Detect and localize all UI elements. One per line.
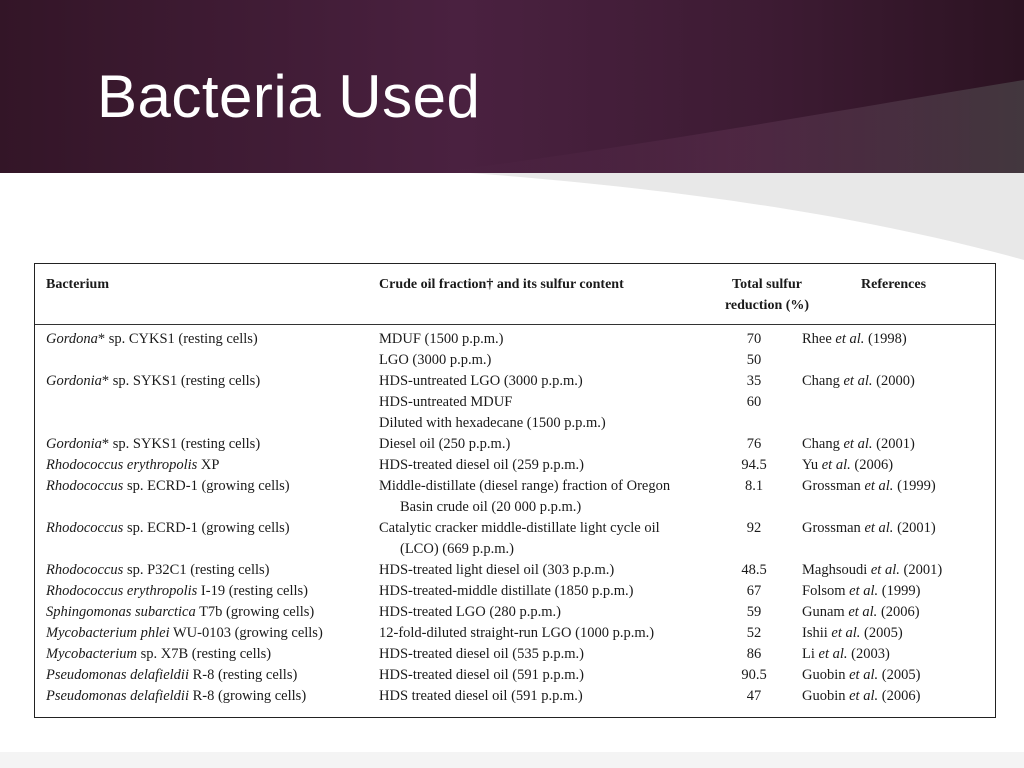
- table-row: [35, 476, 995, 497]
- fraction-text: LGO (3000 p.p.m.): [379, 352, 492, 368]
- cell-reference: [784, 371, 915, 392]
- cell-bacterium: [35, 455, 368, 476]
- header-references: References: [861, 277, 927, 292]
- reference-author: Yu: [802, 457, 819, 473]
- table-row: [35, 497, 995, 518]
- cell-reference: [784, 329, 907, 350]
- reference-et-al: et al.: [864, 478, 894, 494]
- fraction-text: (LCO) (669 p.p.m.): [400, 541, 514, 557]
- cell-reduction: 92: [746, 520, 762, 536]
- table-row: [35, 434, 995, 455]
- header-reduction: [717, 274, 817, 316]
- cell-fraction: [368, 350, 724, 371]
- reference-author: Grossman: [802, 520, 861, 536]
- table-row: [35, 560, 995, 581]
- cell-reduction: 48.5: [741, 562, 767, 578]
- bacterium-strain: * sp. CYKS1 (resting cells): [97, 331, 258, 347]
- cell-reference: [784, 644, 890, 665]
- cell-bacterium: [35, 686, 368, 707]
- table-row: [35, 623, 995, 644]
- fraction-text: 12-fold-diluted straight-run LGO (1000 p.p.m.): [379, 625, 655, 641]
- reference-year: (2005): [881, 667, 921, 683]
- cell-reduction: 67: [746, 583, 762, 599]
- reference-et-al: et al.: [843, 436, 873, 452]
- fraction-text: HDS-treated diesel oil (259 p.p.m.): [379, 457, 584, 473]
- cell-fraction: [368, 518, 724, 539]
- fraction-text: Basin crude oil (20 000 p.p.m.): [400, 499, 582, 515]
- bacterium-strain: XP: [197, 457, 220, 473]
- fraction-text: HDS-untreated MDUF: [379, 394, 513, 410]
- cell-bacterium: [35, 602, 368, 623]
- header-reduction-line1: Total sulfur: [732, 277, 802, 292]
- cell-bacterium: [35, 476, 368, 497]
- cell-reduction: 59: [746, 604, 762, 620]
- bacterium-genus: Gordonia: [46, 373, 102, 389]
- reference-year: (2000): [876, 373, 915, 389]
- reference-et-al: et al.: [831, 625, 861, 641]
- bacterium-strain: T7b (growing cells): [195, 604, 315, 620]
- bacterium-genus: Gordonia: [46, 436, 102, 452]
- reference-year: (2006): [881, 688, 921, 704]
- table-row: [35, 455, 995, 476]
- fraction-text: HDS-treated LGO (280 p.p.m.): [379, 604, 562, 620]
- fraction-text: Catalytic cracker middle-distillate light cycle oil: [379, 520, 660, 536]
- reference-author: Folsom: [802, 583, 846, 599]
- cell-fraction: [368, 602, 724, 623]
- table-row: [35, 665, 995, 686]
- white-swoosh-decoration: [0, 150, 1024, 270]
- table-row: [35, 644, 995, 665]
- reference-et-al: et al.: [864, 520, 894, 536]
- bacterium-genus: Pseudomonas delafieldii: [46, 688, 189, 704]
- cell-bacterium: [35, 497, 368, 518]
- table-row: [35, 350, 995, 371]
- bacteria-table: [34, 263, 996, 718]
- cell-reduction: 86: [746, 646, 762, 662]
- reference-year: (2005): [864, 625, 903, 641]
- table-header: [35, 264, 995, 325]
- cell-fraction: [368, 644, 724, 665]
- reference-year: (2001): [876, 436, 915, 452]
- reference-et-al: et al.: [849, 688, 879, 704]
- cell-reference: [784, 455, 893, 476]
- bacterium-genus: Pseudomonas delafieldii: [46, 667, 189, 683]
- bacterium-genus: Rhodococcus: [46, 562, 124, 578]
- cell-bacterium: [35, 623, 368, 644]
- cell-reduction: 50: [746, 352, 762, 368]
- bacterium-strain: sp. P32C1 (resting cells): [123, 562, 270, 578]
- cell-reduction: [724, 539, 784, 560]
- bacterium-genus: Mycobacterium: [46, 646, 137, 662]
- reference-author: Chang: [802, 436, 840, 452]
- cell-reference: [784, 413, 802, 434]
- cell-fraction: [368, 434, 724, 455]
- cell-fraction: [368, 497, 724, 518]
- reference-author: Maghsoudi: [802, 562, 868, 578]
- cell-bacterium: [35, 392, 368, 413]
- cell-fraction: [368, 413, 724, 434]
- cell-fraction: [368, 329, 724, 350]
- reference-et-al: et al.: [835, 331, 865, 347]
- bacterium-strain: * sp. SYKS1 (resting cells): [101, 436, 261, 452]
- reference-et-al: et al.: [870, 562, 900, 578]
- reference-author: Guobin: [802, 688, 846, 704]
- reference-year: (2003): [851, 646, 890, 662]
- cell-reduction: 52: [746, 625, 762, 641]
- reference-author: Ishii: [802, 625, 828, 641]
- reference-author: Grossman: [802, 478, 861, 494]
- table-row: [35, 371, 995, 392]
- cell-reference: [784, 560, 942, 581]
- reference-et-al: et al.: [849, 667, 879, 683]
- table-body: [35, 329, 995, 707]
- cell-reference: [784, 581, 920, 602]
- table-row: [35, 518, 995, 539]
- reference-et-al: et al.: [849, 583, 879, 599]
- table-row: [35, 581, 995, 602]
- cell-reference: [784, 476, 936, 497]
- reference-author: Li: [802, 646, 815, 662]
- reference-year: (1998): [868, 331, 907, 347]
- cell-bacterium: [35, 539, 368, 560]
- fraction-text: HDS-treated diesel oil (535 p.p.m.): [379, 646, 584, 662]
- reference-year: (2001): [903, 562, 943, 578]
- bacterium-genus: Rhodococcus: [46, 520, 124, 536]
- reference-et-al: et al.: [818, 646, 848, 662]
- cell-reference: [784, 350, 802, 371]
- table-row: [35, 329, 995, 350]
- cell-bacterium: [35, 434, 368, 455]
- bacterium-strain: R-8 (growing cells): [188, 688, 307, 704]
- cell-reduction: [724, 497, 784, 518]
- cell-fraction: [368, 476, 724, 497]
- cell-reduction: 47: [746, 688, 762, 704]
- cell-bacterium: [35, 413, 368, 434]
- cell-reference: [784, 497, 802, 518]
- cell-fraction: [368, 560, 724, 581]
- fraction-text: Diluted with hexadecane (1500 p.p.m.): [379, 415, 606, 431]
- table-row: [35, 602, 995, 623]
- reference-year: (2001): [897, 520, 936, 536]
- bacterium-strain: sp. X7B (resting cells): [137, 646, 272, 662]
- slide-footer-band: [0, 752, 1024, 768]
- bacterium-strain: WU-0103 (growing cells): [169, 625, 323, 641]
- cell-reduction: [724, 413, 784, 434]
- reference-year: (1999): [881, 583, 921, 599]
- cell-reference: [784, 686, 920, 707]
- fraction-text: Middle-distillate (diesel range) fraction of Oregon: [379, 478, 671, 494]
- table-row: [35, 539, 995, 560]
- cell-bacterium: [35, 350, 368, 371]
- bacterium-genus: Rhodococcus erythropolis: [46, 457, 198, 473]
- table-row: [35, 413, 995, 434]
- cell-bacterium: [35, 518, 368, 539]
- bacterium-strain: R-8 (resting cells): [188, 667, 298, 683]
- bacterium-genus: Gordona: [46, 331, 98, 347]
- cell-bacterium: [35, 581, 368, 602]
- cell-reference: [784, 623, 903, 644]
- cell-reference: [784, 392, 802, 413]
- reference-et-al: et al.: [848, 604, 878, 620]
- cell-fraction: [368, 455, 724, 476]
- reference-year: (2006): [880, 604, 920, 620]
- reference-author: Guobin: [802, 667, 846, 683]
- header-fraction: Crude oil fraction† and its sulfur content: [379, 277, 624, 292]
- cell-bacterium: [35, 644, 368, 665]
- reference-author: Rhee: [802, 331, 832, 347]
- bacterium-genus: Sphingomonas subarctica: [46, 604, 196, 620]
- cell-reference: [784, 434, 915, 455]
- bacterium-genus: Rhodococcus: [46, 478, 124, 494]
- bacterium-genus: Mycobacterium phlei: [46, 625, 170, 641]
- bacterium-genus: Rhodococcus erythropolis: [46, 583, 198, 599]
- bacterium-strain: sp. ECRD-1 (growing cells): [123, 478, 290, 494]
- cell-reduction: 35: [746, 373, 762, 389]
- cell-fraction: [368, 371, 724, 392]
- fraction-text: HDS-treated diesel oil (591 p.p.m.): [379, 667, 584, 683]
- bacterium-strain: * sp. SYKS1 (resting cells): [101, 373, 261, 389]
- cell-reference: [784, 602, 920, 623]
- cell-fraction: [368, 623, 724, 644]
- cell-reduction: 60: [746, 394, 762, 410]
- cell-bacterium: [35, 329, 368, 350]
- cell-fraction: [368, 581, 724, 602]
- fraction-text: HDS treated diesel oil (591 p.p.m.): [379, 688, 583, 704]
- fraction-text: MDUF (1500 p.p.m.): [379, 331, 504, 347]
- bacterium-strain: sp. ECRD-1 (growing cells): [123, 520, 290, 536]
- cell-bacterium: [35, 371, 368, 392]
- cell-reduction: 70: [746, 331, 762, 347]
- cell-reduction: 76: [746, 436, 762, 452]
- reference-et-al: et al.: [843, 373, 873, 389]
- header-bacterium: Bacterium: [46, 277, 109, 292]
- reference-et-al: et al.: [821, 457, 851, 473]
- fraction-text: HDS-untreated LGO (3000 p.p.m.): [379, 373, 583, 389]
- cell-reduction: 90.5: [741, 667, 767, 683]
- cell-fraction: [368, 686, 724, 707]
- cell-fraction: [368, 539, 724, 560]
- cell-fraction: [368, 392, 724, 413]
- fraction-text: HDS-treated light diesel oil (303 p.p.m.): [379, 562, 615, 578]
- cell-reduction: 8.1: [744, 478, 764, 494]
- slide-header: [0, 0, 1024, 173]
- slide-title: Bacteria Used: [97, 63, 481, 130]
- bacterium-strain: I-19 (resting cells): [197, 583, 309, 599]
- reference-year: (2006): [854, 457, 894, 473]
- header-reduction-line2: reduction (%): [724, 298, 810, 313]
- reference-author: Gunam: [802, 604, 845, 620]
- cell-reference: [784, 665, 920, 686]
- table-row: [35, 392, 995, 413]
- reference-author: Chang: [802, 373, 840, 389]
- cell-reference: [784, 518, 936, 539]
- cell-reference: [784, 539, 802, 560]
- cell-fraction: [368, 665, 724, 686]
- fraction-text: Diesel oil (250 p.p.m.): [379, 436, 511, 452]
- cell-reduction: 94.5: [741, 457, 767, 473]
- cell-bacterium: [35, 665, 368, 686]
- table-row: [35, 686, 995, 707]
- reference-year: (1999): [897, 478, 936, 494]
- fraction-text: HDS-treated-middle distillate (1850 p.p.m.): [379, 583, 634, 599]
- cell-bacterium: [35, 560, 368, 581]
